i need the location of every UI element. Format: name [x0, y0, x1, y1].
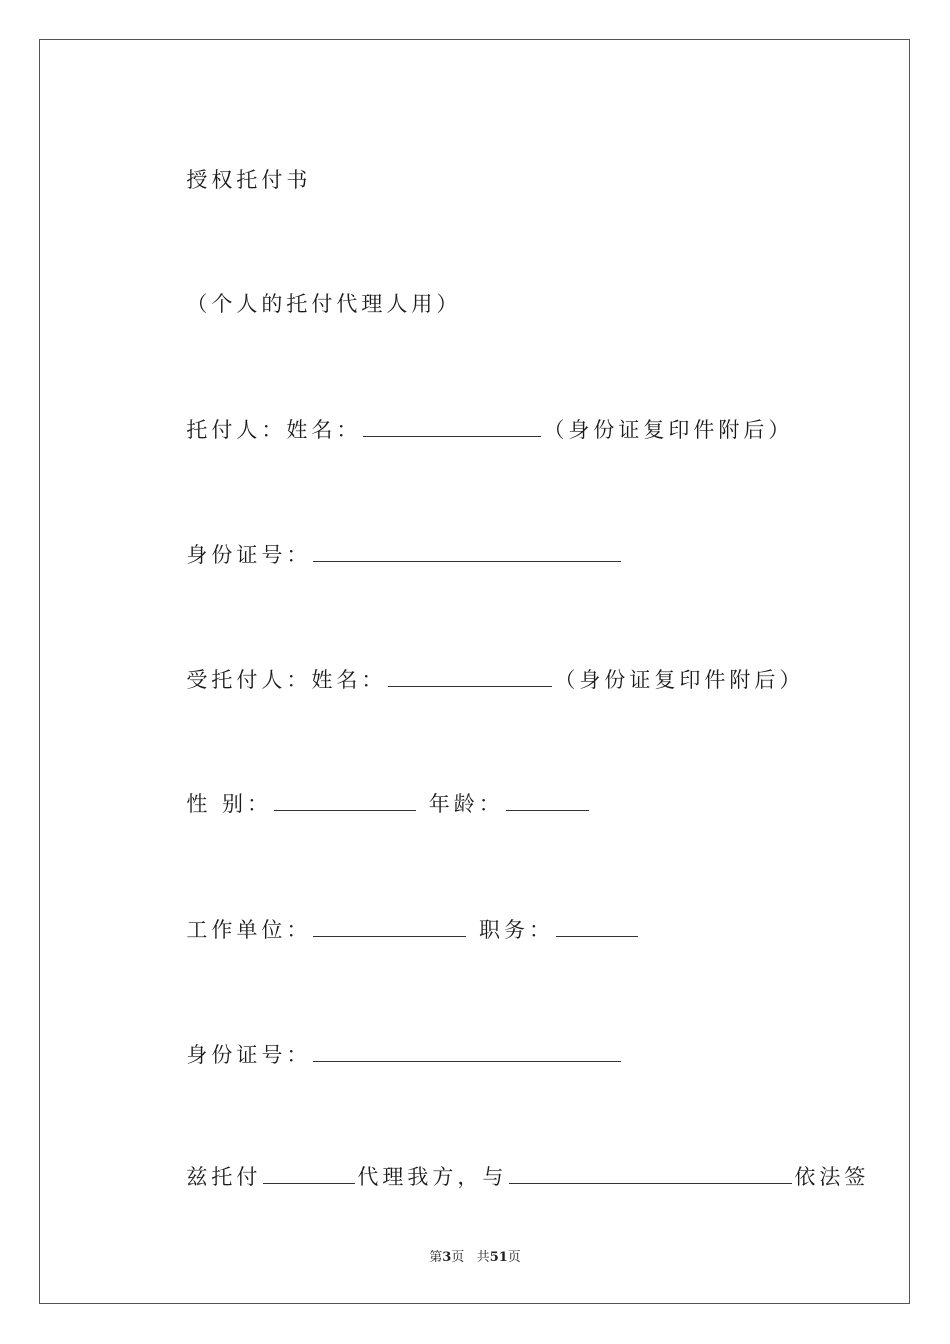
subtitle-text: （个人的托付代理人用）	[186, 292, 462, 316]
principal-name-blank	[363, 414, 541, 437]
principal-id-blank	[313, 539, 621, 562]
agent-id-row	[165, 1009, 623, 1070]
position-blank	[556, 914, 638, 937]
position-label: 职务：	[479, 918, 555, 942]
agent-id-label: 身份证号：	[186, 1043, 312, 1067]
principal-label: 托付人：姓名：	[186, 418, 362, 442]
page-suffix: 页	[451, 1250, 465, 1265]
total-suffix: 页	[507, 1250, 521, 1265]
total-pages: 51	[489, 1250, 508, 1265]
page-footer	[0, 1246, 950, 1265]
principal-id-label: 身份证号：	[186, 543, 312, 567]
title-text: 授权托付书	[186, 168, 312, 192]
entrust-party-blank	[509, 1161, 792, 1184]
age-blank	[506, 788, 589, 811]
document-title	[165, 135, 311, 195]
entrust-row	[165, 1131, 869, 1192]
principal-note: （身份证复印件附后）	[543, 418, 794, 442]
entrust-agent-blank	[263, 1161, 355, 1184]
principal-row	[165, 384, 793, 445]
agent-id-blank	[313, 1039, 621, 1062]
agent-note: （身份证复印件附后）	[554, 668, 805, 692]
entrust-suffix: 依法签	[794, 1165, 870, 1189]
entrust-middle: 代理我方，与	[357, 1165, 508, 1189]
employer-label: 工作单位：	[186, 918, 312, 942]
principal-id-row	[165, 509, 623, 570]
gender-age-row	[165, 758, 591, 819]
page-prefix: 第	[429, 1250, 443, 1265]
total-prefix: 共	[476, 1250, 490, 1265]
gender-label: 性 别：	[186, 792, 273, 816]
employer-blank	[313, 914, 466, 937]
entrust-prefix: 兹托付	[186, 1165, 262, 1189]
agent-label: 受托付人：姓名：	[186, 668, 387, 692]
agent-row	[165, 634, 804, 695]
agent-name-blank	[388, 664, 552, 687]
page-number: 3	[442, 1250, 452, 1265]
age-label: 年龄：	[428, 792, 504, 816]
document-subtitle	[165, 259, 461, 319]
gender-blank	[274, 788, 416, 811]
employer-row	[165, 884, 640, 945]
